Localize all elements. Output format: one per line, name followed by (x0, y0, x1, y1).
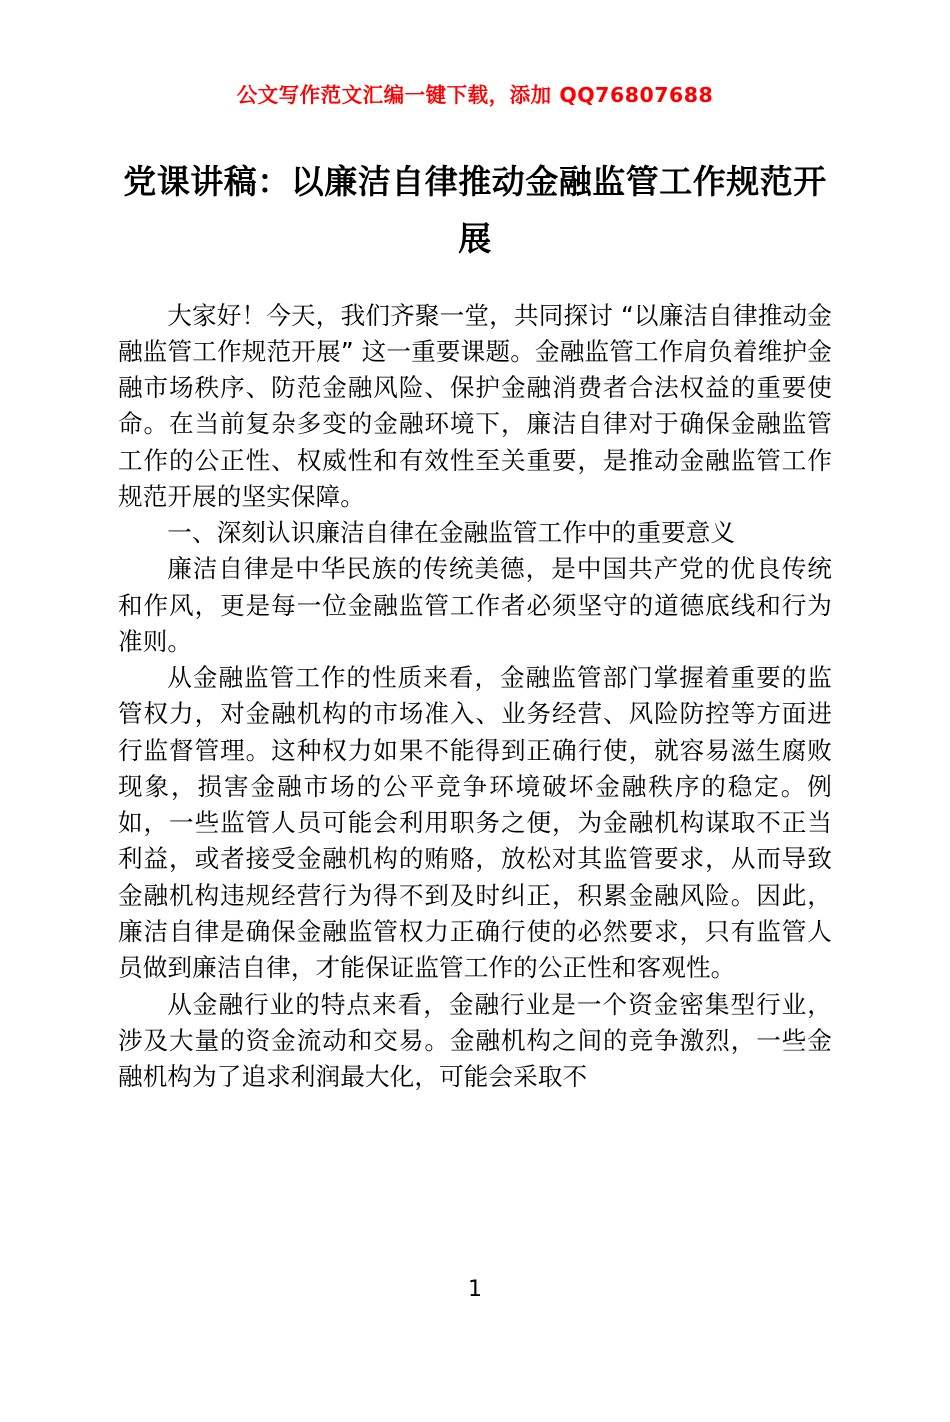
section-heading: 一、深刻认识廉洁自律在金融监管工作中的重要意义 (167, 518, 736, 548)
document-page (0, 78, 950, 1422)
paragraph: 从金融行业的特点来看，金融行业是一个资金密集型行业，涉及大量的资金流动和交易。金融机构之间的竞争激烈，一些金融机构为了追求利润最大化，可能会采取不 (118, 989, 832, 1092)
document-body (118, 298, 832, 1096)
paragraph: 从金融监管工作的性质来看，金融监管部门掌握着重要的监管权力，对金融机构的市场准入、业务经营、风险防控等方面进行监督管理。这种权力如果不能得到正确行使，就容易滋生腐败现象，损害金融市场的公平竞争环境破坏金融秩序的稳定。例如，一些监管人员可能会利用职务之便，为金融机构谋取不正当利益，或者接受金融机构的贿赂，放松对其监管要求，从而导致金融机构违规经营行为得不到及时纠正，积累金融风险。因此，廉洁自律是确保金融监管权力正确行使的必然要求，只有监管人员做到廉洁自律，才能保证监管工作的公正性和客观性。 (118, 663, 832, 983)
paragraph: 廉洁自律是中华民族的传统美德，是中国共产党的优良传统和作风，更是每一位金融监管工作者必须坚守的道德底线和行为准则。 (118, 554, 832, 656)
page-title: 党课讲稿：以廉洁自律推动金融监管工作规范开展 (123, 162, 827, 258)
page-number: 1 (468, 1277, 482, 1302)
promo-banner: 公文写作范文汇编一键下载，添加 QQ76807688 (236, 83, 714, 107)
paragraph: 大家好！今天，我们齐聚一堂，共同探讨 “以廉洁自律推动金融监管工作规范开展” 这一重要课题。金融监管工作肩负着维护金融市场秩序、防范金融风险、保护金融消费者合法权益的重要使命。在当前复杂多变的金融环境下，廉洁自律对于确保金融监管工作的公正性、权威性和有效性至关重要，是推动金融监管工作规范开展的坚实保障。 (118, 300, 832, 511)
